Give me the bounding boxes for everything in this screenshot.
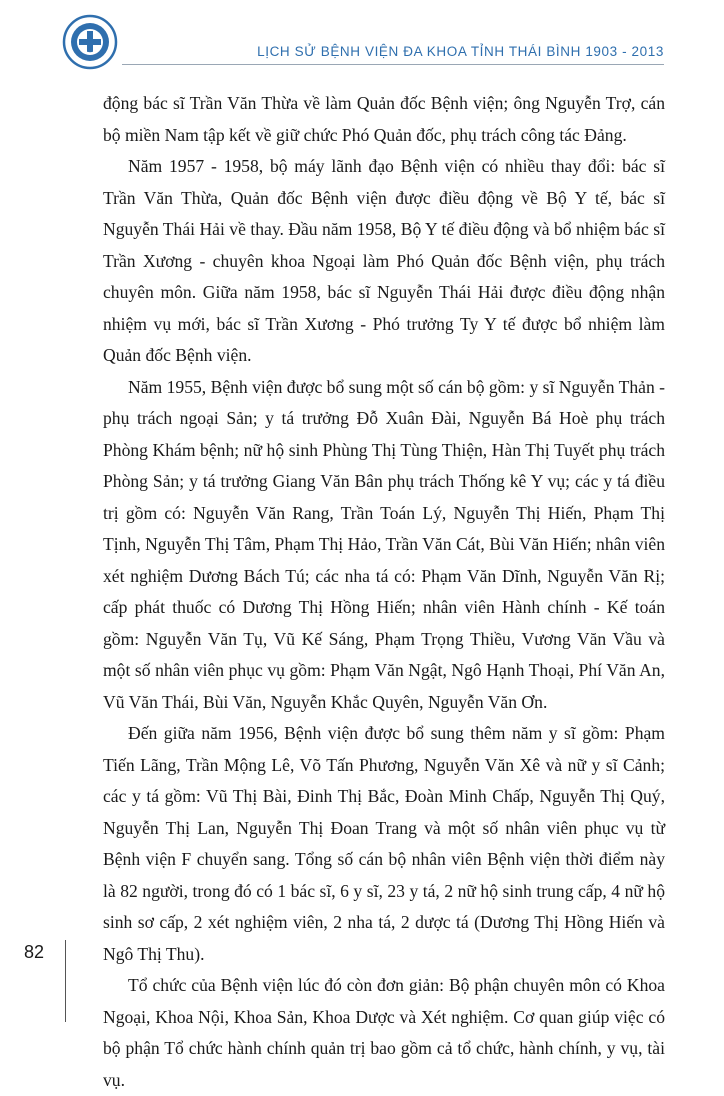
header-divider — [122, 64, 664, 65]
page-number: 82 — [24, 942, 45, 962]
footer-divider — [65, 940, 66, 1022]
body-text — [103, 88, 665, 1096]
paragraph: Đến giữa năm 1956, Bệnh viện được bổ sung thêm năm y sĩ gồm: Phạm Tiến Lãng, Trần Mộng Lê, Võ Tấn Phương, Nguyễn Văn Xê và nữ y sĩ Cảnh; các y tá gồm: Vũ Thị Bài, Đinh Thị Bắc, Đoàn Minh Chấp, Nguyễn Thị Quý, Nguyễn Thị Lan, Nguyễn Thị Đoan Trang và một số nhân viên phục vụ từ Bệnh viện F chuyển sang. Tổng số cán bộ nhân viên Bệnh viện thời điểm này là 82 người, trong đó có 1 bác sĩ, 6 y sĩ, 23 y tá, 2 nữ hộ sinh trung cấp, 4 nữ hộ sinh sơ cấp, 2 xét nghiệm viên, 2 nha tá, 2 dược tá (Dương Thị Hồng Hiến và Ngô Thị Thu). — [103, 723, 665, 964]
running-title: LỊCH SỬ BỆNH VIỆN ĐA KHOA TỈNH THÁI BÌNH 1903 - 2013 — [257, 44, 664, 59]
page-header — [0, 0, 724, 80]
paragraph: động bác sĩ Trần Văn Thừa về làm Quản đốc Bệnh viện; ông Nguyễn Trợ, cán bộ miền Nam tập kết về giữ chức Phó Quản đốc, phụ trách công tác Đảng. — [103, 93, 665, 145]
paragraph: Tổ chức của Bệnh viện lúc đó còn đơn giản: Bộ phận chuyên môn có Khoa Ngoại, Khoa Nội, Khoa Sản, Khoa Dược và Xét nghiệm. Cơ quan giúp việc có bộ phận Tổ chức hành chính quản trị bao gồm cả tổ chức, hành chính, y vụ, tài vụ. — [103, 975, 665, 1090]
hospital-emblem-icon — [62, 14, 118, 70]
paragraph: Năm 1957 - 1958, bộ máy lãnh đạo Bệnh viện có nhiều thay đổi: bác sĩ Trần Văn Thừa, Quản đốc Bệnh viện được điều động về Bộ Y tế, bác sĩ Nguyễn Thái Hải về thay. Đầu năm 1958, Bộ Y tế điều động và bổ nhiệm bác sĩ Trần Xương - chuyên khoa Ngoại làm Phó Quản đốc Bệnh viện, phụ trách chuyên môn. Giữa năm 1958, bác sĩ Nguyễn Thái Hải được điều động nhận nhiệm vụ mới, bác sĩ Trần Xương - Phó trưởng Ty Y tế được bổ nhiệm làm Quản đốc Bệnh viện. — [103, 156, 665, 365]
paragraph: Năm 1955, Bệnh viện được bổ sung một số cán bộ gồm: y sĩ Nguyễn Thản - phụ trách ngoại Sản; y tá trưởng Đỗ Xuân Đài, Nguyễn Bá Hoè phụ trách Phòng Khám bệnh; nữ hộ sinh Phùng Thị Tùng Thiện, Hàn Thị Tuyết phụ trách Phòng Sản; y tá trưởng Giang Văn Bân phụ trách Thống kê Y vụ; các y tá điều trị gồm có: Nguyễn Văn Rang, Trần Toán Lý, Nguyễn Thị Hiến, Phạm Thị Tịnh, Nguyễn Thị Tâm, Phạm Thị Hảo, Trần Văn Cát, Bùi Văn Hiến; nhân viên xét nghiệm Dương Bách Tú; các nha tá có: Phạm Văn Dĩnh, Nguyễn Văn Rị; cấp phát thuốc có Dương Thị Hồng Hiến; nhân viên Hành chính - Kế toán gồm: Nguyễn Văn Tụ, Vũ Kế Sáng, Phạm Trọng Thiều, Vương Văn Vầu và một số nhân viên phục vụ gồm: Phạm Văn Ngật, Ngô Hạnh Thoại, Phí Văn An, Vũ Văn Thái, Bùi Văn, Nguyễn Khắc Quyên, Nguyễn Văn Ơn. — [103, 376, 665, 712]
